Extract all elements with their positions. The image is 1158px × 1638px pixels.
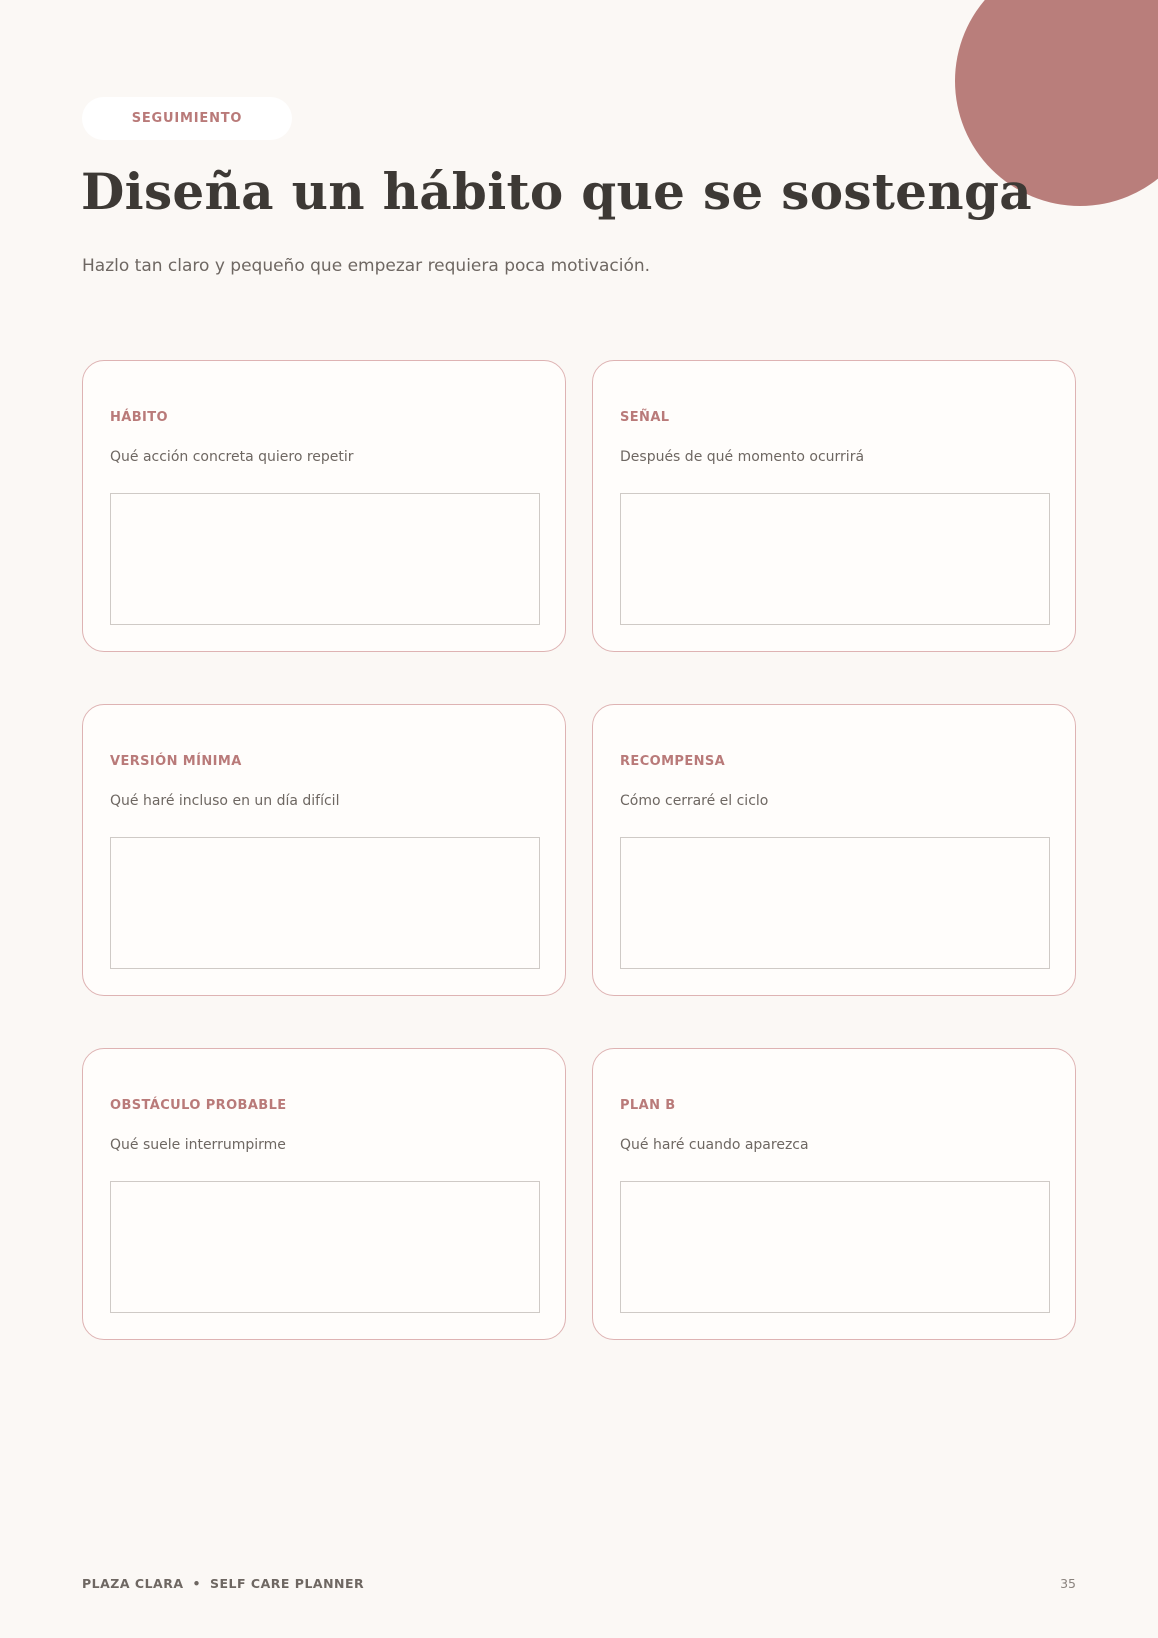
card-plan-b <box>592 1048 1076 1340</box>
card-label: PLAN B <box>620 1098 676 1113</box>
card-recompensa <box>592 704 1076 996</box>
card-question: Qué suele interrumpirme <box>110 1137 286 1153</box>
card-question: Qué acción concreta quiero repetir <box>110 449 354 465</box>
card-question: Qué haré incluso en un día difícil <box>110 793 340 809</box>
card-label: HÁBITO <box>110 410 169 425</box>
footer-product: SELF CARE PLANNER <box>210 1576 365 1591</box>
card-label: SEÑAL <box>620 410 670 425</box>
card-question: Cómo cerraré el ciclo <box>620 793 769 809</box>
card-question: Después de qué momento ocurrirá <box>620 449 865 465</box>
card-senal <box>592 360 1076 652</box>
card-habito <box>82 360 566 652</box>
recompensa-answer-box[interactable] <box>620 837 1050 969</box>
senal-answer-box[interactable] <box>620 493 1050 625</box>
plan-b-answer-box[interactable] <box>620 1181 1050 1313</box>
card-label: RECOMPENSA <box>620 754 726 769</box>
page-number: 35 <box>1060 1576 1076 1591</box>
habito-answer-box[interactable] <box>110 493 540 625</box>
version-minima-answer-box[interactable] <box>110 837 540 969</box>
obstaculo-answer-box[interactable] <box>110 1181 540 1313</box>
footer-brand: PLAZA CLARA <box>82 1576 184 1591</box>
section-tag: SEGUIMIENTO <box>82 97 292 140</box>
card-question: Qué haré cuando aparezca <box>620 1137 809 1153</box>
footer-brand-line <box>82 1576 364 1591</box>
page-title: Diseña un hábito que se sostenga <box>81 162 1032 221</box>
card-version-minima <box>82 704 566 996</box>
page-subtitle: Hazlo tan claro y pequeño que empezar requiera poca motivación. <box>82 256 651 276</box>
card-label: OBSTÁCULO PROBABLE <box>110 1098 287 1113</box>
card-label: VERSIÓN MÍNIMA <box>110 754 242 769</box>
card-obstaculo <box>82 1048 566 1340</box>
footer-separator: • <box>192 1576 202 1591</box>
